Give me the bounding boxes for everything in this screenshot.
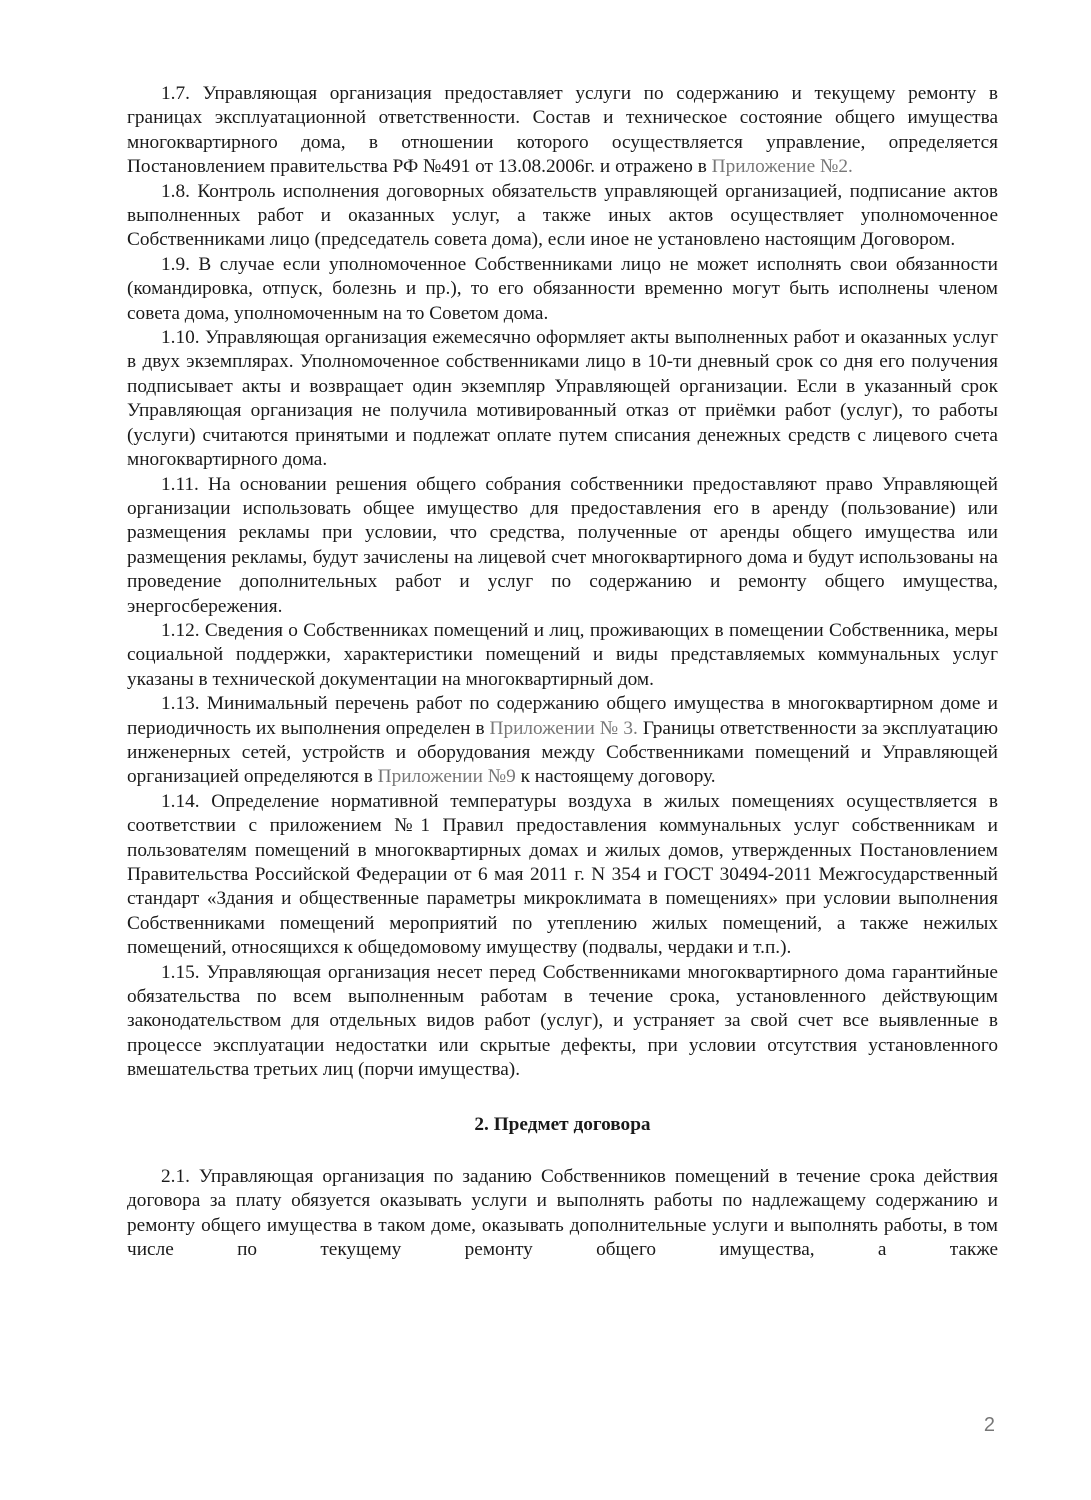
appendix-2-reference: Приложение №2. (711, 156, 853, 178)
paragraph-1-15: 1.15. Управляющая организация несет перед Собственниками многоквартирного дома гарантийные обязательства по всем выполненным работам в течение срока, установленного действующим законодательством для отдельных видов работ (услуг), и устраняет за свой счет все выявленные в процессе эксплуатации недостатки или скрытые дефекты, при условии отсутствия установленного вмешательства третьих лиц (порчи имущества). (127, 961, 998, 1081)
paragraph-1-12: 1.12. Сведения о Собственниках помещений и лиц, проживающих в помещении Собственника, меры социальной поддержки, характеристики помещений и виды представляемых коммунальных услуг указаны в технической документации на многоквартирный дом. (127, 619, 998, 690)
document-body (127, 82, 998, 1263)
paragraph-1-7-text: 1.7. Управляющая организация предоставляет услуги по содержанию и текущему ремонту в границах эксплуатационной ответственности. Состав и техническое состояние общего имущества многоквартирного дома, в отношении которого осуществляется управление, определяется Постановлением правительства РФ №491 от 13.08.2006г. и отражено в (127, 83, 998, 178)
appendix-9-reference: Приложении №9 (377, 766, 516, 788)
page-number: 2 (983, 1414, 995, 1436)
section-2-title: 2. Предмет договора (474, 1113, 651, 1135)
paragraph-2-1: 2.1. Управляющая организация по заданию Собственников помещений в течение срока действия договора за плату обязуется оказывать услуги и выполнять работы по надлежащему содержанию и ремонту общего имущества в таком доме, оказывать дополнительные услуги и выполнять работы, в том числе по текущему ремонту общего имущества, а также (127, 1166, 998, 1261)
paragraph-1-13-text-c: к настоящему договору. (515, 766, 716, 788)
paragraph-1-11: 1.11. На основании решения общего собрания собственники предоставляют право Управляющей организации использовать общее имущество для предоставления его в аренду (пользование) или размещения рекламы при условии, что средства, полученные от аренды общего имущества или размещения рекламы, будут зачислены на лицевой счет многоквартирного дома и будут использованы на проведение дополнительных работ и услуг по содержанию и ремонту общего имущества, энергосбережения. (127, 473, 998, 617)
paragraph-1-7 (127, 82, 998, 180)
paragraph-1-10: 1.10. Управляющая организация ежемесячно оформляет акты выполненных работ и оказанных услуг в двух экземплярах. Уполномоченное собственниками лицо в 10-ти дневный срок со дня его получения подписывает акты и возвращает один экземпляр Управляющей организации. Если в указанный срок Управляющая организация не получила мотивированный отказ от приёмки работ (услуг), то работы (услуги) считаются принятыми и подлежат оплате путем списания денежных средств с лицевого счета многоквартирного дома. (127, 327, 998, 471)
paragraph-1-13-text-a: 1.13. Минимальный перечень работ по содержанию общего имущества в многоквартирном доме и периодичность их выполнения определен в (127, 693, 998, 739)
paragraph-1-9: 1.9. В случае если уполномоченное Собственниками лицо не может исполнять свои обязанности (командировка, отпуск, болезнь и пр.), то его обязанности временно могут быть исполнены членом совета дома, уполномоченным на то Советом дома. (127, 253, 998, 324)
paragraph-1-8: 1.8. Контроль исполнения договорных обязательств управляющей организацией, подписание актов выполненных работ и оказанных услуг, а также иных актов осуществляет уполномоченное Собственниками лицо (председатель совета дома), если иное не установлено настоящим Договором. (127, 180, 998, 251)
paragraph-1-14: 1.14. Определение нормативной температуры воздуха в жилых помещениях осуществляется в соответствии с приложением №1 Правил предоставления коммунальных услуг собственникам и пользователям помещений в многоквартирных домах и жилых домов, утвержденных Постановлением Правительства Российской Федерации от 6 мая 2011 г. N 354 и ГОСТ 30494-2011 Межгосударственный стандарт «Здания и общественные параметры микроклимата в помещениях» при условии выполнения Собственниками помещений мероприятий по утеплению жилых помещений, а также нежилых помещений, относящихся к общедомовому имуществу (подвалы, чердаки и т.п.). (127, 790, 998, 959)
paragraph-1-13 (127, 692, 998, 790)
appendix-3-reference: Приложении № 3. (489, 717, 638, 739)
paragraph-1-13-text-b: Границы ответственности за эксплуатацию инженерных сетей, устройств и оборудования между Собственниками помещений и Управляющей организацией определяются в (127, 717, 999, 788)
